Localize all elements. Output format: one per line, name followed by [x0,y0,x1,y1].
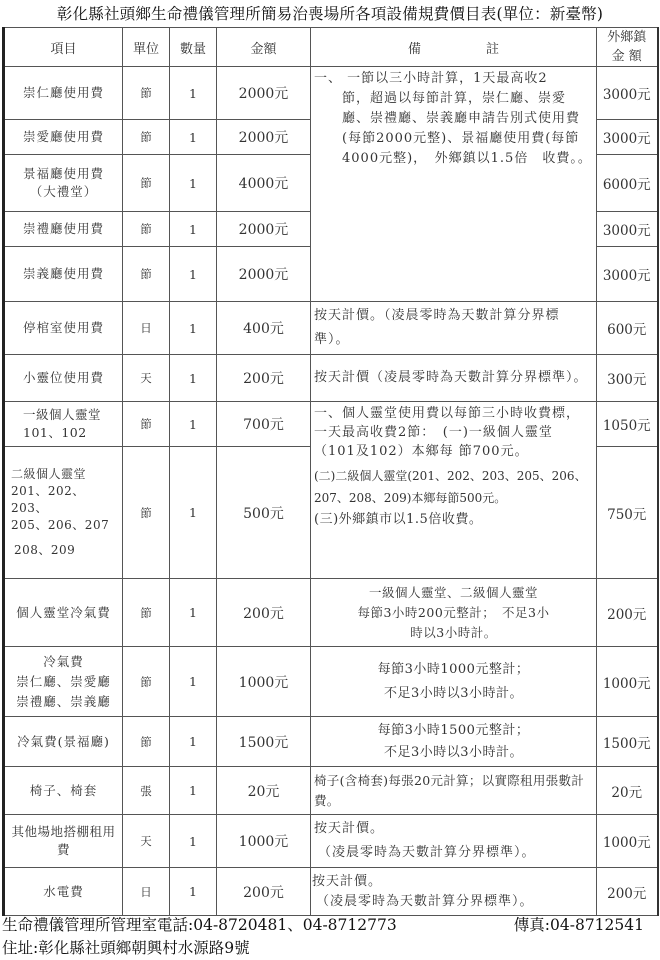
item-outside-amount: 6000元 [597,155,658,212]
item-name: 二級個人靈堂 201、202、203、 205、206、207 208、209 [4,447,123,579]
item-amount: 1000元 [217,815,311,868]
item-note: 每節3小時1500元整計； 不足3小時以3小時計。 [311,717,597,767]
item-amount: 400元 [217,302,311,355]
header-note: 備 註 [311,28,597,67]
header-qty: 數量 [170,28,217,67]
item-unit: 節 [123,579,170,647]
item-amount: 200元 [217,579,311,647]
table-row [4,402,658,447]
item-qty: 1 [170,247,217,302]
header-amount: 金額 [217,28,311,67]
item-outside-amount: 300元 [597,355,658,402]
table-row [4,647,658,717]
item-outside-amount: 3000元 [597,120,658,155]
item-qty: 1 [170,212,217,247]
item-note: 按天計價（凌晨零時為天數計算分界標準）。 [311,355,597,402]
item-unit: 日 [123,302,170,355]
item-note: 椅子(含椅套)每張20元計算；以實際租用張數計費。 [311,767,597,815]
item-outside-amount: 200元 [597,579,658,647]
item-unit: 節 [123,402,170,447]
item-amount: 200元 [217,355,311,402]
item-qty: 1 [170,815,217,868]
item-unit: 張 [123,767,170,815]
item-qty: 1 [170,302,217,355]
item-outside-amount: 20元 [597,767,658,815]
item-outside-amount: 3000元 [597,67,658,120]
item-outside-amount: 3000元 [597,212,658,247]
shrine-usage-note: 一、個人靈堂使用費以每節三小時收費標，一天最高收費2節： (一)一級個人靈堂（101及102）本鄉每 節700元。 (二)二級個人靈堂(201、202、203、205、206、207、208、209)本鄉每節500元。 (三)外鄉鎮市以1.5倍收費。 [311,402,597,579]
item-note: 按天計價。（凌晨零時為天數計算分界標準）。 [311,302,597,355]
item-unit: 天 [123,355,170,402]
item-qty: 1 [170,402,217,447]
item-outside-amount: 200元 [597,868,658,916]
item-unit: 天 [123,815,170,868]
item-qty: 1 [170,67,217,120]
footer-contact [2,914,658,936]
item-outside-amount: 1050元 [597,402,658,447]
page-title: 彰化縣社頭鄉生命禮儀管理所簡易治喪場所各項設備規費價目表(單位：新臺幣) [56,5,604,23]
item-amount: 4000元 [217,155,311,212]
item-outside-amount: 1000元 [597,647,658,717]
item-outside-amount: 1000元 [597,815,658,868]
header-item: 項目 [4,28,123,67]
item-amount: 500元 [217,447,311,579]
item-qty: 1 [170,579,217,647]
item-qty: 1 [170,868,217,916]
item-qty: 1 [170,120,217,155]
footer-phone: 生命禮儀管理所管理室電話:04-8720481、04-8712773 [2,916,397,934]
item-unit: 節 [123,447,170,579]
item-note: 一級個人靈堂、二級個人靈堂 每節3小時200元整計； 不足3小 時以3小時計。 [311,579,597,647]
item-unit: 節 [123,212,170,247]
item-outside-amount: 750元 [597,447,658,579]
item-name: 景福廳使用費 （大禮堂） [4,155,123,212]
header-outside-amount: 外鄉鎮 金 額 [597,28,658,67]
item-name: 水電費 [4,868,123,916]
item-note: 按天計價。 （凌晨零時為天數計算分界標準）。 [311,868,597,916]
item-unit: 節 [123,67,170,120]
item-amount: 2000元 [217,247,311,302]
item-unit: 節 [123,155,170,212]
item-note: 每節3小時1000元整計； 不足3小時以3小時計。 [311,647,597,717]
table-row [4,355,658,402]
table-row [4,868,658,916]
item-unit: 節 [123,120,170,155]
fee-table [2,27,659,916]
item-qty: 1 [170,647,217,717]
table-row [4,579,658,647]
item-name: 崇愛廳使用費 [4,120,123,155]
item-unit: 日 [123,868,170,916]
table-row [4,67,658,120]
item-name: 冷氣費 崇仁廳、崇愛廳 崇禮廳、崇義廳 [4,647,123,717]
item-amount: 2000元 [217,120,311,155]
item-name: 崇義廳使用費 [4,247,123,302]
item-unit: 節 [123,247,170,302]
item-amount: 20元 [217,767,311,815]
item-amount: 1500元 [217,717,311,767]
item-qty: 1 [170,355,217,402]
table-row [4,815,658,868]
footer-address: 住址:彰化縣社頭鄉朝興村水源路9號 [2,939,250,957]
item-unit: 節 [123,647,170,717]
item-name: 一級個人靈堂 101、102 [4,402,123,447]
footer-fax: 傳真:04-8712541 [513,916,644,934]
item-qty: 1 [170,447,217,579]
item-name: 椅子、椅套 [4,767,123,815]
item-outside-amount: 3000元 [597,247,658,302]
item-amount: 2000元 [217,212,311,247]
item-amount: 700元 [217,402,311,447]
header-unit: 單位 [123,28,170,67]
item-name: 個人靈堂冷氣費 [4,579,123,647]
item-name: 冷氣費(景福廳) [4,717,123,767]
item-amount: 2000元 [217,67,311,120]
item-name: 其他場地搭棚租用費 [4,815,123,868]
item-name: 停棺室使用費 [4,302,123,355]
item-note: 按天計價。 （凌晨零時為天數計算分界標準）。 [311,815,597,868]
table-row [4,767,658,815]
item-unit: 節 [123,717,170,767]
table-row [4,302,658,355]
item-qty: 1 [170,717,217,767]
table-header-row [4,28,658,67]
item-outside-amount: 600元 [597,302,658,355]
item-qty: 1 [170,767,217,815]
item-name: 小靈位使用費 [4,355,123,402]
hall-usage-note: 一、 一節以三小時計算，1天最高收2 節，超過以每節計算，崇仁廳、崇愛廳、崇禮廳、崇義廳申請告別式使用費(每節2000元整)、景福廳使用費(每節4000元整)， 外鄉鎮以1.5倍 收費。。 [311,67,597,302]
item-amount: 200元 [217,868,311,916]
item-name: 崇禮廳使用費 [4,212,123,247]
item-outside-amount: 1500元 [597,717,658,767]
item-amount: 1000元 [217,647,311,717]
item-name: 崇仁廳使用費 [4,67,123,120]
table-row [4,717,658,767]
item-qty: 1 [170,155,217,212]
